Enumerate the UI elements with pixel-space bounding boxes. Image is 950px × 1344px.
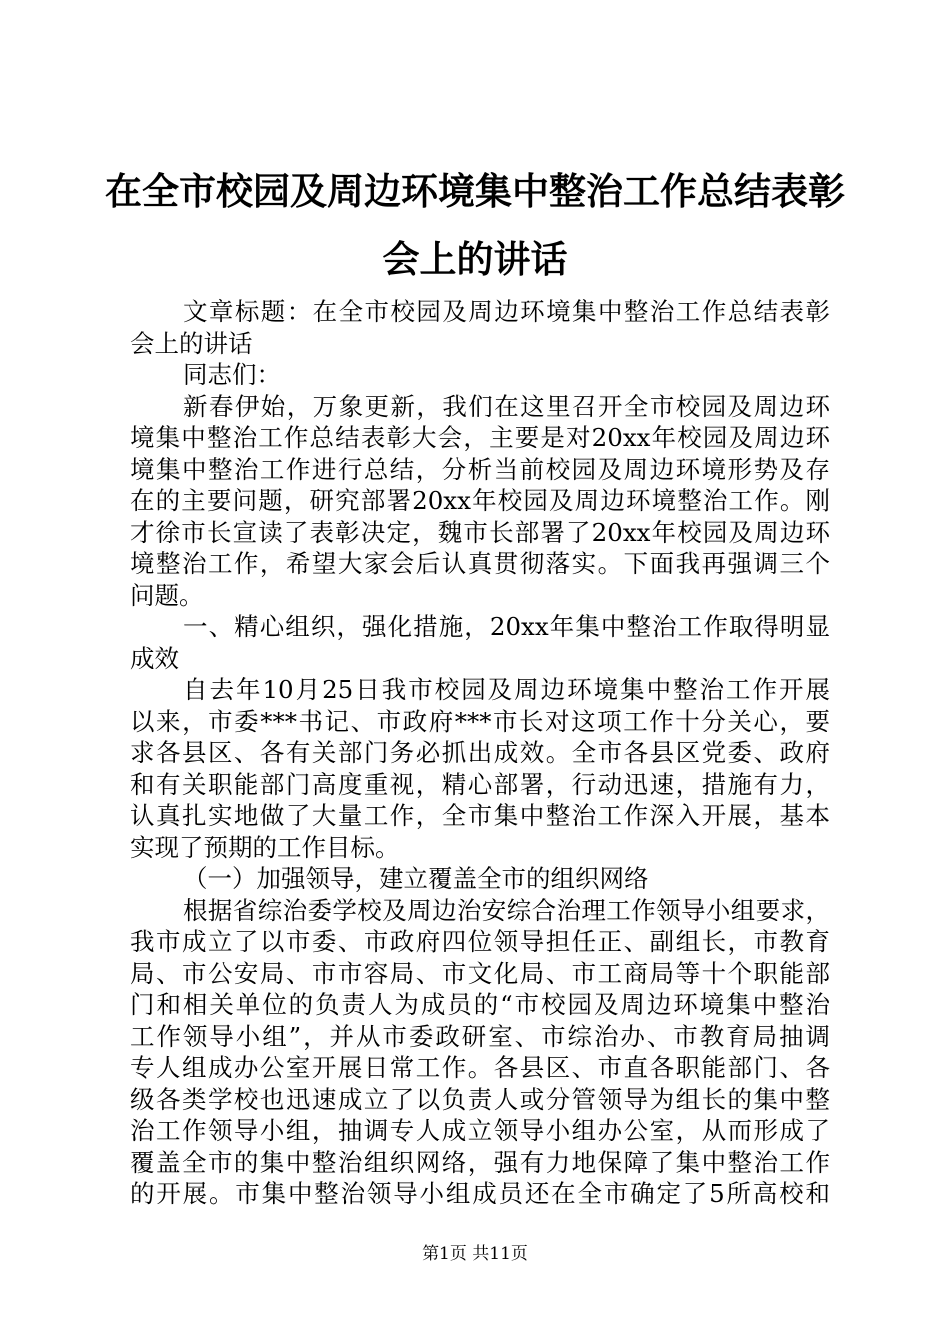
body-text-line: 实现了预期的工作目标。 [130, 832, 400, 862]
body-text-line: 会上的讲话 [130, 328, 253, 358]
body-text-line: 门和相关单位的负责人为成员的“市校园及周边环境集中整治 [130, 990, 830, 1019]
body-text-line: 文章标题：在全市校园及周边环境集中整治工作总结表彰 [183, 297, 830, 326]
body-text-line: 和有关职能部门高度重视，精心部署，行动迅速，措施有力， [130, 769, 830, 799]
body-text-line: 治工作领导小组，抽调专人成立领导小组办公室，从而形成了 [130, 1116, 830, 1145]
body-text-line: 我市成立了以市委、市政府四位领导担任正、副组长，市教育 [130, 927, 830, 956]
body-text-line: 认真扎实地做了大量工作，全市集中整治工作深入开展，基本 [130, 801, 830, 830]
body-text-line: 的开展。市集中整治领导小组成员还在全市确定了5所高校和 [130, 1179, 830, 1208]
body-text-line: 在的主要问题，研究部署20xx年校园及周边环境整治工作。刚 [130, 486, 830, 515]
body-text-line: 境集中整治工作总结表彰大会，主要是对20xx年校园及周边环 [130, 423, 830, 452]
body-text-line: 境整治工作，希望大家会后认真贯彻落实。下面我再强调三个 [130, 549, 830, 578]
page-footer: 第1页 共11页 [422, 1244, 528, 1264]
body-text-line: 同志们： [183, 360, 281, 389]
title-line: 在全市校园及周边环境集中整治工作总结表彰 [105, 170, 845, 213]
title-line: 会上的讲话 [382, 238, 568, 281]
body-text-line: 级各类学校也迅速成立了以负责人或分管领导为组长的集中整 [130, 1084, 830, 1114]
body-text-line: 自去年10月25日我市校园及周边环境集中整治工作开展 [183, 675, 830, 704]
body-text-line: 问题。 [130, 580, 204, 610]
body-text-line: 成效 [130, 643, 179, 673]
body-text-line: 境集中整治工作进行总结，分析当前校园及周边环境形势及存 [130, 454, 830, 484]
document-body [130, 296, 830, 1210]
body-text-line: 专人组成办公室开展日常工作。各县区、市直各职能部门、各 [130, 1053, 830, 1082]
body-text-line: 局、市公安局、市市容局、市文化局、市工商局等十个职能部 [130, 958, 830, 988]
body-text-line: 求各县区、各有关部门务必抓出成效。全市各县区党委、政府 [130, 738, 830, 767]
body-text-line: 一、精心组织，强化措施，20xx年集中整治工作取得明显 [183, 612, 830, 641]
body-text-line: （一）加强领导，建立覆盖全市的组织网络 [183, 864, 649, 893]
body-text-line: 覆盖全市的集中整治组织网络，强有力地保障了集中整治工作 [130, 1147, 830, 1177]
document-title [0, 158, 950, 294]
body-text-line: 根据省综治委学校及周边治安综合治理工作领导小组要求， [183, 895, 830, 925]
body-text-line: 工作领导小组”，并从市委政研室、市综治办、市教育局抽调 [130, 1021, 830, 1051]
body-text-line: 新春伊始，万象更新，我们在这里召开全市校园及周边环 [183, 391, 830, 421]
body-text-line: 才徐市长宣读了表彰决定，魏市长部署了20xx年校园及周边环 [130, 517, 830, 547]
body-text-line: 以来，市委***书记、市政府***市长对这项工作十分关心，要 [130, 706, 830, 736]
